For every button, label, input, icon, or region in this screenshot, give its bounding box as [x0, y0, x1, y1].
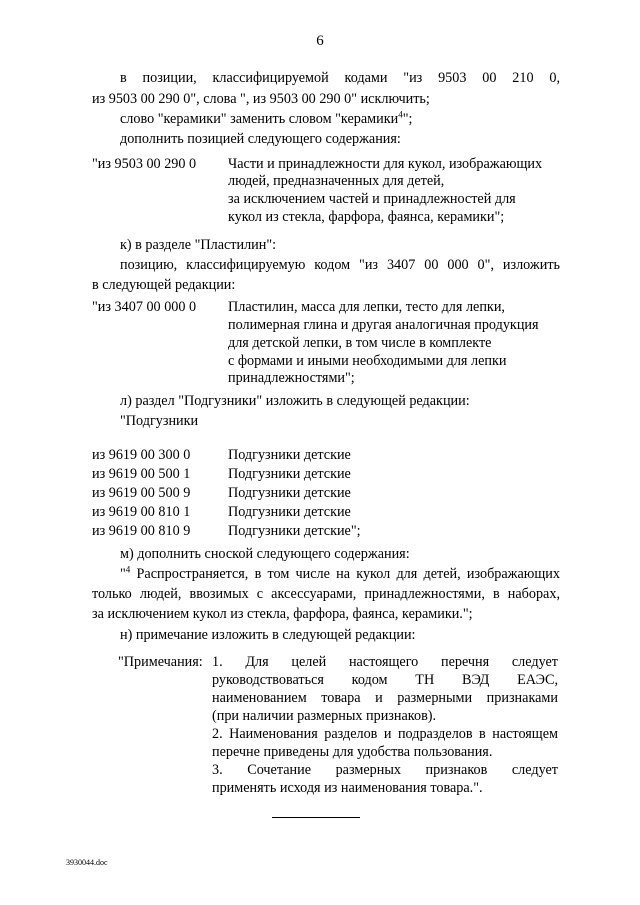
diaper-code-2: из 9619 00 500 1 — [92, 466, 191, 482]
note-line-8: применять исходя из наименования товара.". — [212, 780, 483, 796]
plasticine-desc-line-2: полимерная глина и другая аналогичная продукция — [228, 317, 539, 333]
toy-desc-line-3: за исключением частей и принадлежностей для — [228, 191, 516, 207]
plasticine-desc-line-1: Пластилин, масса для лепки, тесто для лепки, — [228, 299, 505, 315]
intro-line-3 — [120, 110, 560, 129]
section-m: м) дополнить сноской следующего содержания: — [120, 546, 410, 562]
plasticine-intro-line-1: позицию, классифицируемую кодом "из 3407 00 000 0", изложить — [120, 257, 560, 273]
footnote-line-2: только людей, ввозимых с аксессуарами, принадлежностями, в наборах, — [92, 586, 560, 602]
intro-line-2: из 9503 00 290 0", слова ", из 9503 00 290 0" исключить; — [92, 91, 430, 107]
note-line-2: руководствоваться кодом ТН ВЭД ЕАЭС, — [212, 672, 558, 688]
note-line-3: наименованием товара и размерными признаками — [212, 690, 558, 706]
diaper-code-4: из 9619 00 810 1 — [92, 504, 191, 520]
diapers-heading: "Подгузники — [120, 413, 199, 429]
intro-line-1: в позиции, классифицируемой кодами "из 9503 00 210 0, — [120, 70, 560, 86]
diaper-name-3: Подгузники детские — [228, 485, 351, 501]
diaper-name-4: Подгузники детские — [228, 504, 351, 520]
note-line-5: 2. Наименования разделов и подразделов в настоящем — [212, 726, 558, 742]
toy-desc-line-1: Части и принадлежности для кукол, изображающих — [228, 156, 543, 172]
plasticine-desc-line-3: для детской лепки, в том числе в комплекте — [228, 335, 492, 351]
end-divider — [272, 817, 360, 818]
footnote-quote: " — [120, 566, 126, 582]
plasticine-desc-line-5: принадлежностями"; — [228, 370, 355, 386]
intro-line-3-tail: "; — [402, 111, 413, 127]
toy-desc-line-4: кукол из стекла, фарфора, фаянса, керамики"; — [228, 209, 505, 225]
toy-position-code: "из 9503 00 290 0 — [92, 156, 197, 172]
intro-line-3-text: слово "керамики" заменить словом "керамики — [120, 111, 399, 127]
note-line-6: перечне приведены для удобства пользования. — [212, 744, 493, 760]
diaper-name-2: Подгузники детские — [228, 466, 351, 482]
plasticine-intro-line-2: в следующей редакции: — [92, 277, 236, 293]
footnote-line-1-text: Распространяется, в том числе на кукол для детей, изображающих — [130, 566, 560, 582]
intro-line-4: дополнить позицией следующего содержания: — [120, 131, 401, 147]
footnote-line-3: за исключением кукол из стекла, фарфора, фаянса, керамики."; — [92, 606, 473, 622]
diaper-name-1: Подгузники детские — [228, 447, 351, 463]
diaper-code-3: из 9619 00 500 9 — [92, 485, 191, 501]
footer-filename: 3930044.doc — [66, 858, 108, 867]
diaper-code-1: из 9619 00 300 0 — [92, 447, 191, 463]
note-line-7: 3. Сочетание размерных признаков следует — [212, 762, 558, 778]
section-l: л) раздел "Подгузники" изложить в следующей редакции: — [120, 393, 470, 409]
footnote-ref-4: 4 — [398, 109, 403, 120]
section-k: к) в разделе "Пластилин": — [120, 237, 277, 253]
notes-label: "Примечания: — [118, 654, 203, 670]
toy-desc-line-2: людей, предназначенных для детей, — [228, 173, 445, 189]
section-n: н) примечание изложить в следующей редакции: — [120, 627, 416, 643]
note-line-4: (при наличии размерных признаков). — [212, 708, 437, 724]
diaper-name-5: Подгузники детские"; — [228, 523, 361, 539]
notes-block — [212, 653, 558, 797]
diaper-code-5: из 9619 00 810 9 — [92, 523, 191, 539]
plasticine-position-code: "из 3407 00 000 0 — [92, 299, 197, 315]
footnote-line-1 — [120, 565, 560, 584]
plasticine-desc-line-4: с формами и иными необходимыми для лепки — [228, 353, 507, 369]
footnote-mark-4: 4 — [125, 564, 131, 575]
note-line-1: 1. Для целей настоящего перечня следует — [212, 654, 558, 670]
page-number: 6 — [316, 33, 324, 49]
